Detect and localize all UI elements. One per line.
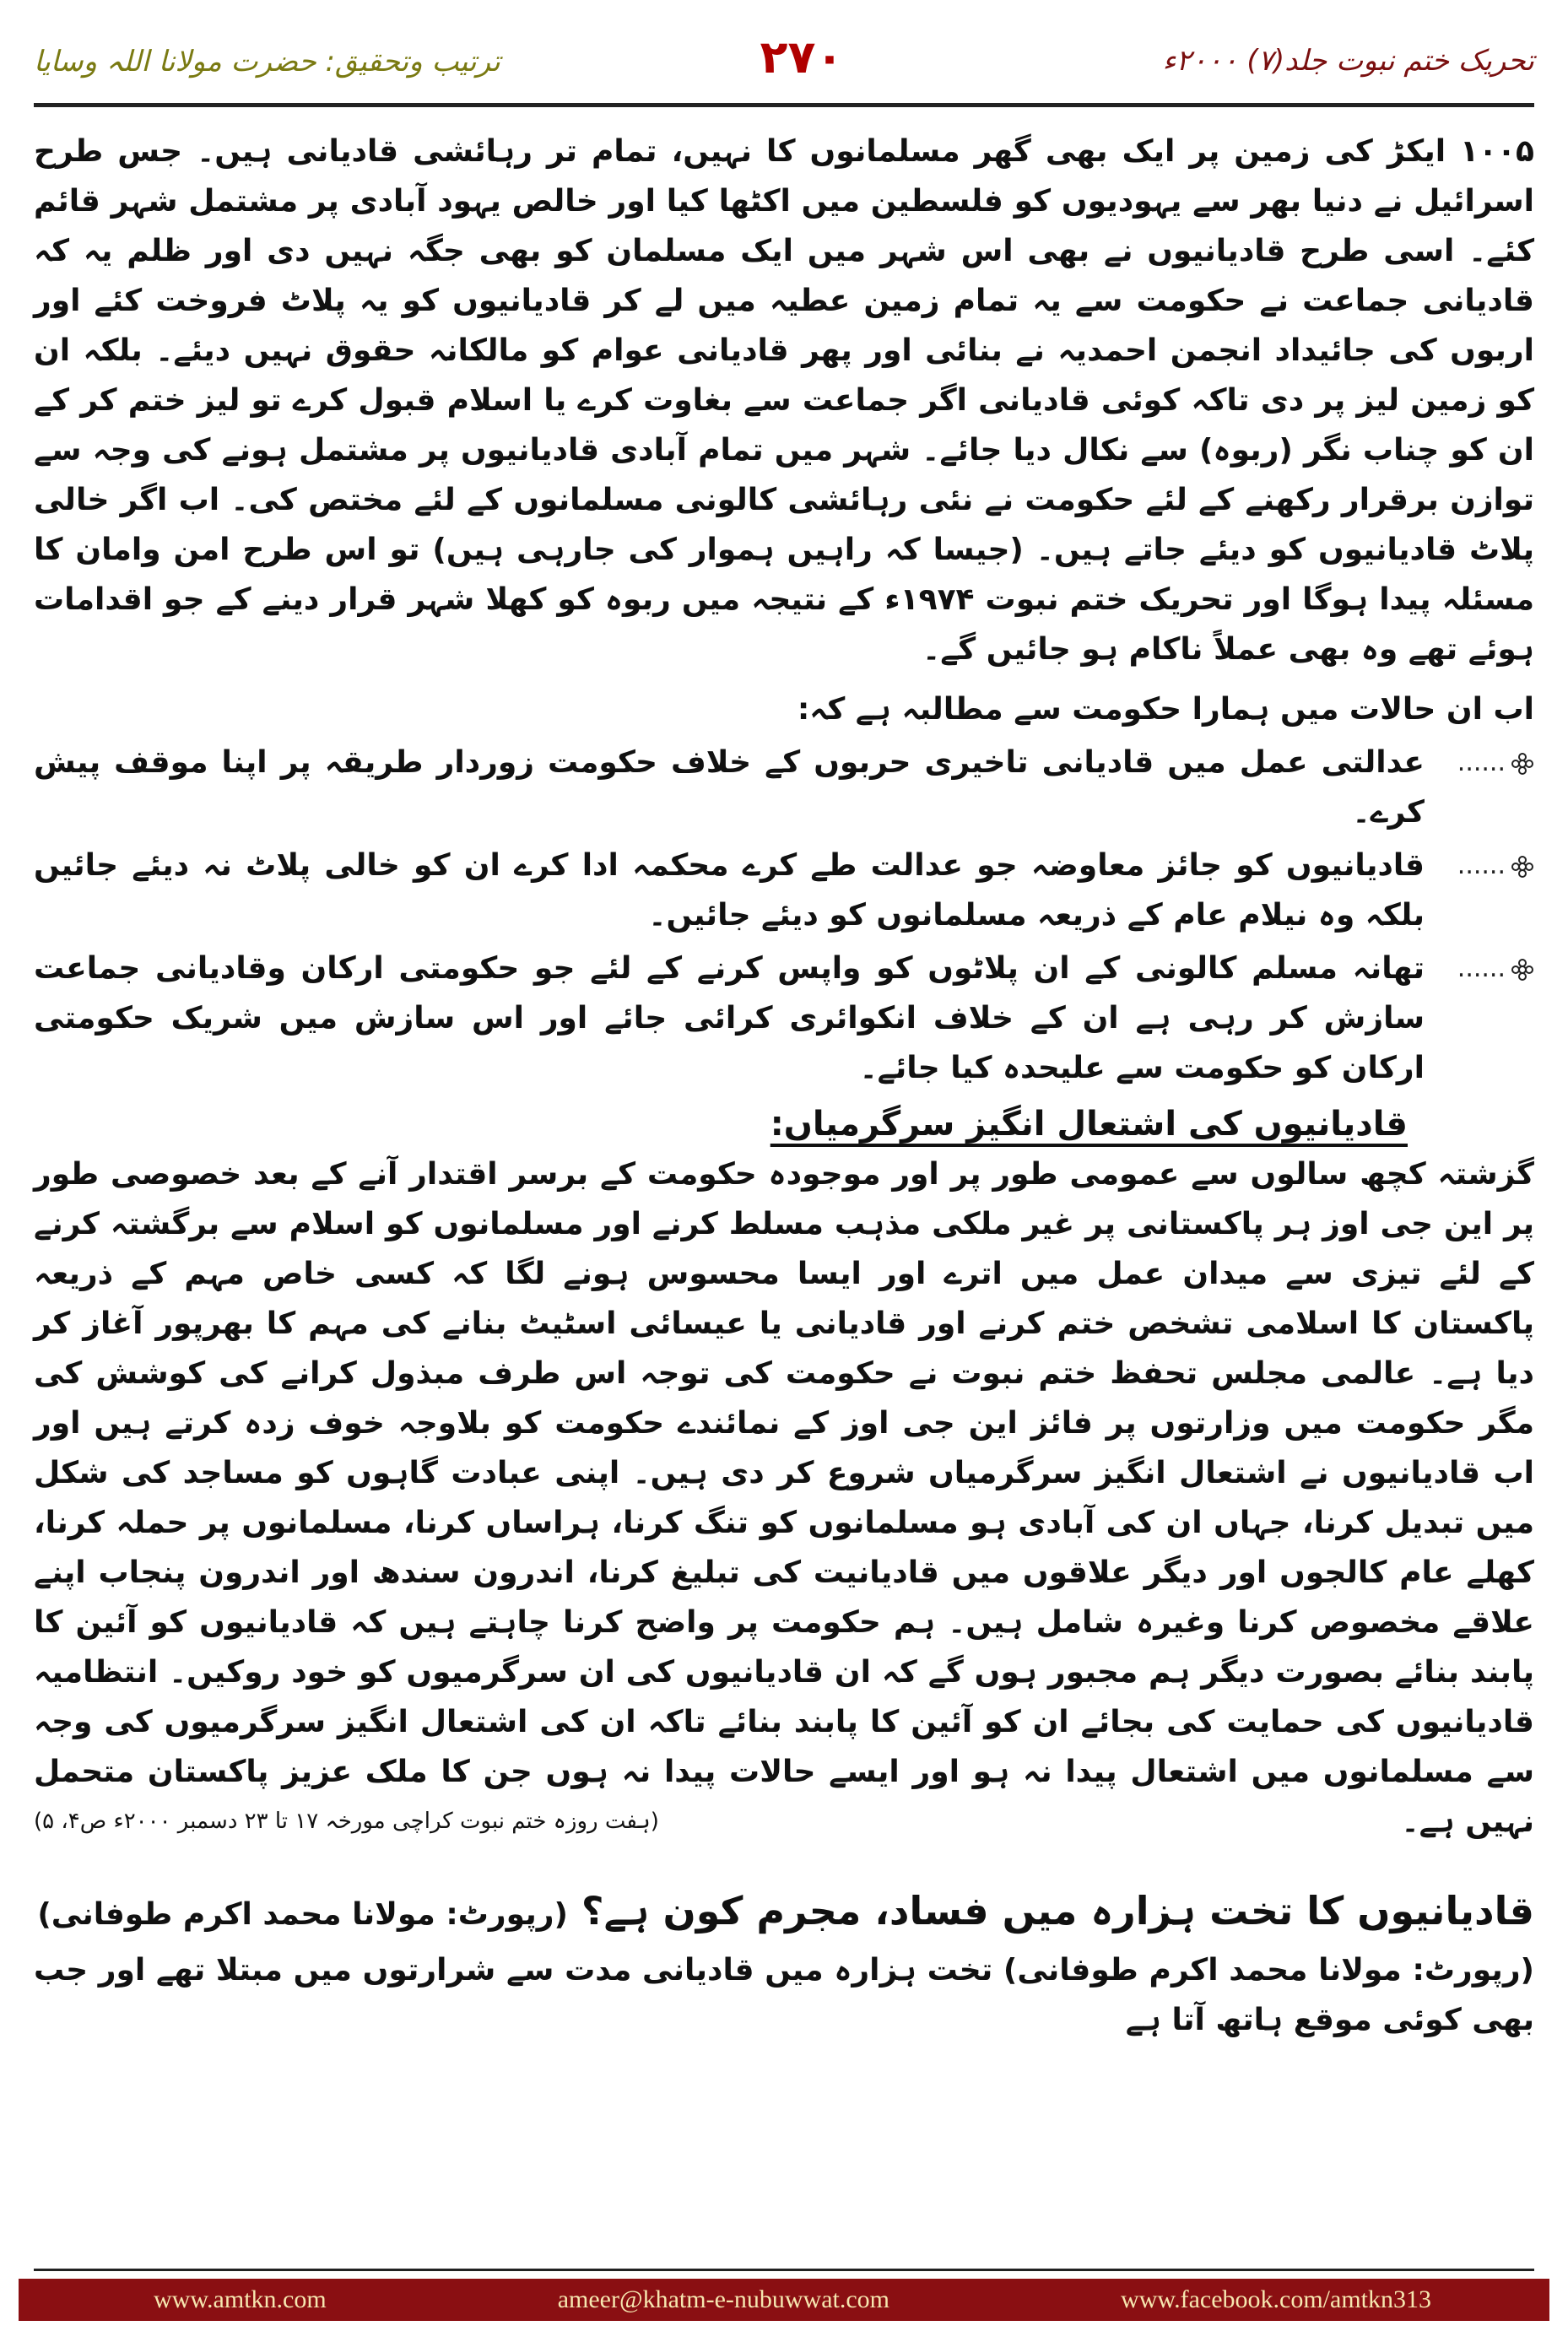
header-book-title: تحریک ختم نبوت جلد(۷) ۲۰۰۰ء [1162, 44, 1534, 78]
footer-facebook-link[interactable]: www.facebook.com/amtkn313 [1121, 2285, 1431, 2313]
demand-item-text: قادیانیوں کو جائز معاوضہ جو عدالت طے کرے محکمہ ادا کرے ان کو خالی پلاٹ نہ دیئے جائیں بلکہ وہ نیلام عام کے ذریعہ مسلمانوں کو دیئے جائیں۔ [34, 848, 1425, 933]
header-rule [34, 103, 1534, 107]
demand-item-text: تھانہ مسلم کالونی کے ان پلاٹوں کو واپس کرنے کے لئے جو حکومتی ارکان وقادیانی جماعت سازش کر رہی ہے ان کے خلاف انکوائری کرائی جائے اور اس سازش میں شریک حکومتی ارکان کو حکومت سے علیحدہ کیا جائے۔ [34, 951, 1425, 1085]
footer-bar [19, 2279, 1549, 2321]
demand-item [34, 944, 1534, 1093]
paragraph-rabwah: ۱۰۰۵ ایکڑ کی زمین پر ایک بھی گھر مسلمانوں کا نہیں، تمام تر رہائشی قادیانی ہیں۔ جس طرح اسرائیل نے دنیا بھر سے یہودیوں کو فلسطین میں اکٹھا کیا اور خالص یہود آبادی پر مشتمل شہر قائم کئے۔ اسی طرح قادیانیوں نے بھی اس شہر میں ایک مسلمان کو بھی جگہ نہیں دی اور ظلم یہ کہ قادیانی جماعت نے حکومت سے یہ تمام زمین عطیہ میں لے کر قادیانیوں کو یہ پلاٹ فروخت کئے اور اربوں کی جائیداد انجمن احمدیہ نے بنائی اور پھر قادیانی عوام کو مالکانہ حقوق نہیں دیئے۔ بلکہ ان کو زمین لیز پر دی تاکہ کوئی قادیانی اگر جماعت سے بغاوت کرے یا اسلام قبول کرے تو لیز ختم کر کے ان کو چناب نگر (ربوہ) سے نکال دیا جائے۔ شہر میں تمام آبادی قادیانیوں پر مشتمل ہونے کی وجہ سے توازن برقرار رکھنے کے لئے حکومت نے نئی رہائشی کالونی مسلمانوں کے لئے مختص کی۔ اب اگر خالی پلاٹ قادیانیوں کو دیئے جاتے ہیں۔ (جیسا کہ راہیں ہموار کی جارہی ہیں) تو اس طرح امن وامان کا مسئلہ پیدا ہوگا اور تحریک ختم نبوت ۱۹۷۴ء کے نتیجہ میں ربوہ کو کھلا شہر قرار دینے کے جو اقدامات ہوئے تھے وہ بھی عملاً ناکام ہو جائیں گے۔ [34, 134, 1534, 667]
article-first-line: (رپورٹ: مولانا محمد اکرم طوفانی) تخت ہزارہ میں قادیانی مدت سے شرارتوں میں مبتلا تھے اور جب بھی کوئی موقع ہاتھ آتا ہے [34, 1953, 1534, 2037]
article-title [34, 1880, 1534, 1945]
demand-intro: اب ان حالات میں ہمارا حکومت سے مطالبہ ہے کہ: [797, 692, 1534, 727]
header-credit: ترتیب وتحقیق: حضرت مولانا اللہ وسایا [34, 45, 500, 78]
demand-item-text: عدالتی عمل میں قادیانی تاخیری حربوں کے خلاف حکومت زوردار طریقہ پر اپنا موقف پیش کرے۔ [34, 745, 1425, 830]
bullet-marker: ...... [1433, 841, 1534, 890]
article-title-text: قادیانیوں کا تخت ہزارہ میں فساد، مجرم کون ہے؟ [581, 1888, 1534, 1934]
source-citation: (ہفت روزہ ختم نبوت کراچی مورخہ ۱۷ تا ۲۳ دسمبر ۲۰۰۰ء ص۴، ۵) [34, 1809, 659, 1834]
section-body [34, 1149, 1534, 1847]
page-body [34, 127, 1534, 2045]
footer-website-link[interactable]: www.amtkn.com [154, 2285, 327, 2313]
demand-item [34, 841, 1534, 940]
section-body-text: گزشتہ کچھ سالوں سے عمومی طور پر اور موجودہ حکومت کے برسر اقتدار آنے کے بعد خصوصی طور پر این جی اوز ہر پاکستانی پر غیر ملکی مذہب مسلط کرنے اور مسلمانوں کو اسلام سے برگشتہ کرنے کے لئے تیزی سے میدان عمل میں اترے اور ایسا محسوس ہونے لگا کہ کسی خاص مہم کے ذریعہ پاکستان کا اسلامی تشخص ختم کرنے اور قادیانی یا عیسائی اسٹیٹ بنانے کی مہم کا بھرپور آغاز کر دیا ہے۔ عالمی مجلس تحفظ ختم نبوت نے حکومت کی توجہ اس طرف مبذول کرانے کی کوشش کی مگر حکومت میں وزارتوں پر فائز این جی اوز کے نمائندے حکومت کو بلاوجہ خوف زدہ کرتے ہیں اور اب قادیانیوں نے اشتعال انگیز سرگرمیاں شروع کر دی ہیں۔ اپنی عبادت گاہوں کو مساجد کی شکل میں تبدیل کرنا، جہاں ان کی آبادی ہو مسلمانوں کو تنگ کرنا، ہراساں کرنا، مسلمانوں پر حملہ کرنا، کھلے عام کالجوں اور دیگر علاقوں میں قادیانیت کی تبلیغ کرنا، اندرون سندھ اور اندرون پنجاب اپنے علاقے مخصوص کرنا وغیرہ شامل ہیں۔ ہم حکومت پر واضح کرنا چاہتے ہیں کہ قادیانیوں کو آئین کا پابند بنائے بصورت دیگر ہم مجبور ہوں گے کہ ان قادیانیوں کی ان سرگرمیوں کو خود روکیں۔ انتظامیہ قادیانیوں کی حمایت کی بجائے ان کو آئین کا پابند بنائے تاکہ ان کی اشتعال انگیز سرگرمیوں کی وجہ سے مسلمانوں میں اشتعال پیدا نہ ہو اور ایسے حالات پیدا نہ ہوں جن کا ملک عزیز پاکستان متحمل نہیں ہے۔ [34, 1157, 1534, 1839]
page-header [0, 0, 1568, 110]
article-reporter: (رپورٹ: مولانا محمد اکرم طوفانی) [37, 1897, 568, 1932]
bullet-marker: ...... [1433, 738, 1534, 787]
flower-bullet-icon [1511, 958, 1534, 982]
demand-item [34, 738, 1534, 837]
footer-email-link[interactable]: ameer@khatm-e-nubuwwat.com [557, 2285, 890, 2313]
footer-rule [34, 2269, 1534, 2271]
flower-bullet-icon [1511, 855, 1534, 879]
page-number: ۲۷۰ [760, 30, 844, 84]
flower-bullet-icon [1511, 752, 1534, 776]
bullet-marker: ...... [1433, 944, 1534, 993]
section-heading: قادیانیوں کی اشتعال انگیز سرگرمیاں: [770, 1105, 1408, 1144]
